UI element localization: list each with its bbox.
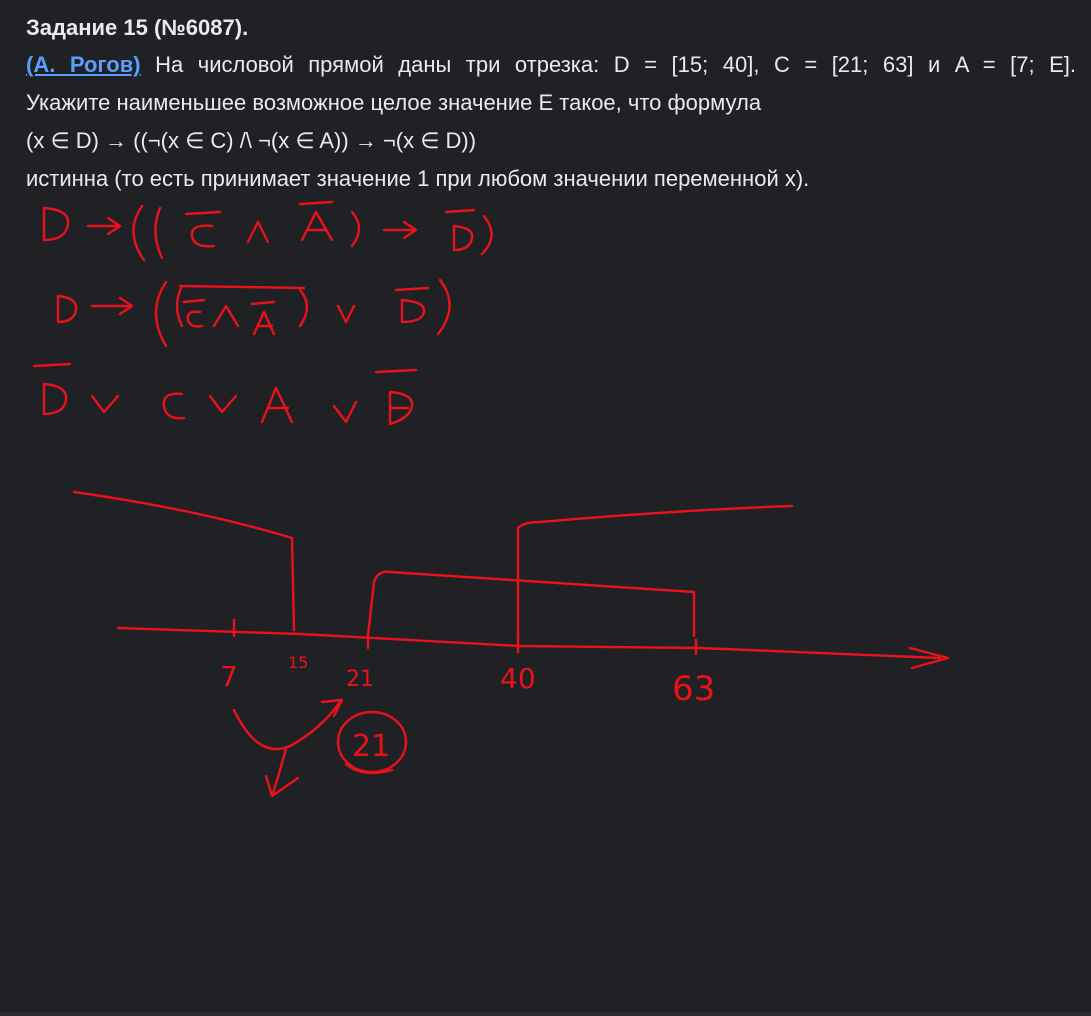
answer-value: 21 — [352, 729, 391, 764]
sketch-letter-d — [44, 208, 68, 240]
sketch-and-icon — [214, 306, 238, 326]
sketch-letter-c — [192, 226, 214, 247]
tick-label-21: 21 — [346, 667, 374, 692]
number-line-arrow-icon — [910, 648, 948, 668]
down-arrow-icon — [266, 748, 298, 796]
sketch-or-icon — [334, 402, 356, 422]
sketch-paren-open — [133, 206, 144, 260]
sketch-letter-d — [454, 226, 472, 250]
sketch-row-1 — [44, 202, 492, 260]
sketch-paren-close — [352, 212, 359, 246]
sketch-paren-open — [155, 208, 162, 258]
tick-label-40: 40 — [500, 662, 536, 695]
task-line-2: Укажите наименьшее возможное целое значение E такое, что формула — [26, 90, 762, 115]
segment-c — [368, 572, 694, 636]
answer-annotation — [234, 700, 406, 796]
sketch-letter-c — [188, 312, 202, 327]
sketch-or-icon — [92, 396, 118, 412]
sketch-letter-a — [302, 212, 332, 240]
tick-label-63: 63 — [672, 669, 716, 709]
number-line-diagram — [74, 492, 948, 709]
sketch-overbar — [446, 210, 474, 212]
sketch-arrow-icon — [384, 222, 416, 238]
sketch-overbar — [252, 302, 274, 304]
sketch-row-3 — [34, 364, 416, 424]
sketch-paren-open — [177, 286, 182, 326]
sketch-paren-close — [438, 280, 450, 334]
sketch-and-icon — [248, 222, 268, 242]
sketch-arrow-icon — [88, 218, 120, 234]
segment-not-d-right — [518, 506, 792, 640]
task-line-1 — [26, 46, 1076, 84]
sketch-letter-d — [390, 392, 412, 424]
sketch-row-2 — [58, 280, 450, 346]
task-block — [26, 10, 1076, 198]
sketch-overbar — [396, 288, 428, 290]
sketch-or-icon — [338, 306, 354, 322]
tick-label-15: 15 — [288, 653, 309, 672]
task-line-1-text: На числовой прямой даны три отрезка: D = [15; 40], C = [21; 63] и A = [7; E]. — [155, 52, 1076, 77]
sketch-letter-d — [58, 296, 76, 322]
sketch-long-overbar — [180, 286, 304, 288]
sketch-overbar — [186, 212, 220, 214]
sketch-letter-a — [254, 312, 274, 334]
task-line-4: истинна (то есть принимает значение 1 при любом значении переменной x). — [26, 166, 810, 191]
sketch-overbar — [376, 370, 416, 372]
bottom-scrollbar-track — [0, 1012, 1091, 1016]
sketch-overbar — [34, 364, 70, 366]
sketch-or-icon — [210, 396, 236, 412]
sketch-paren-close — [300, 290, 307, 326]
answer-circle-tail — [346, 764, 392, 773]
sketch-letter-d — [402, 300, 424, 322]
sketch-paren-open — [156, 282, 166, 346]
segment-not-d-left — [74, 492, 294, 630]
curved-arrow-icon — [234, 700, 342, 749]
answer-circle — [338, 712, 406, 772]
task-title: Задание 15 (№6087). — [26, 15, 249, 40]
sketch-paren-close — [482, 216, 492, 254]
sketch-arrow-icon — [92, 298, 132, 314]
sketch-overbar — [300, 202, 332, 204]
author-link[interactable]: (А. Рогов) — [26, 52, 141, 77]
sketch-letter-c — [164, 394, 184, 419]
number-line-axis — [118, 628, 940, 658]
sketch-letter-d — [44, 384, 66, 414]
tick-label-7: 7 — [220, 660, 238, 693]
task-formula: (x ∈ D) → ((¬(x ∈ C) /\ ¬(x ∈ A)) → ¬(x ∈ D)) — [26, 128, 477, 153]
sketch-overbar — [184, 300, 204, 302]
sketch-letter-a — [262, 388, 292, 422]
